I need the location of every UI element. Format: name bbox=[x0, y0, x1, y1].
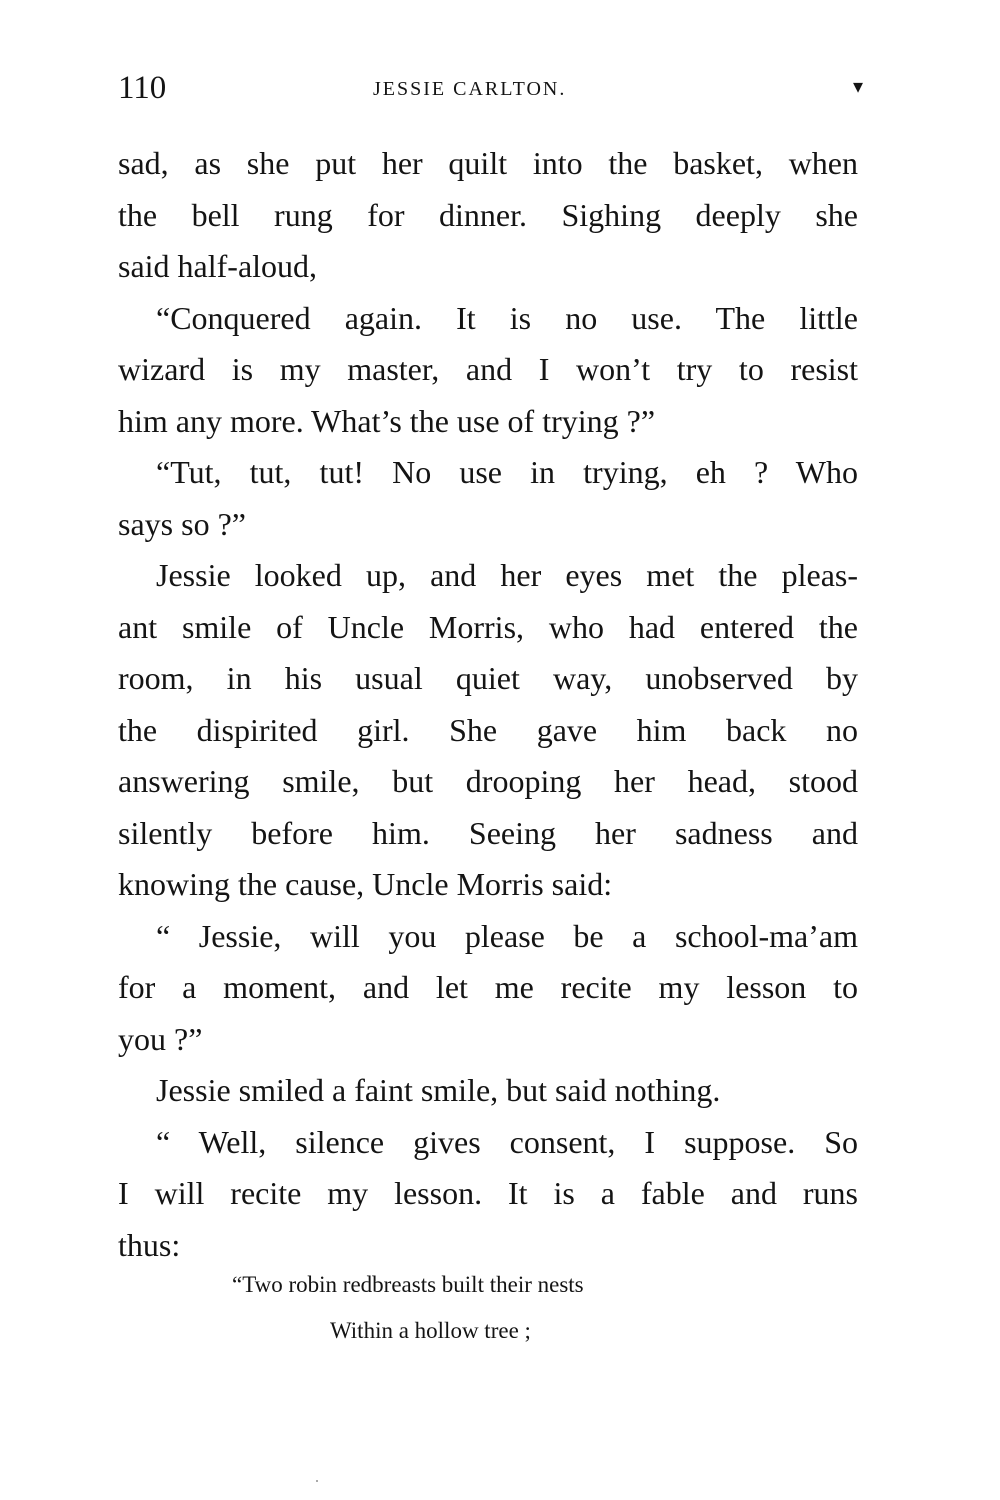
page-number: 110 bbox=[118, 70, 167, 106]
text-line: knowing the cause, Uncle Morris said: bbox=[118, 866, 613, 902]
text-line: thus: bbox=[118, 1226, 181, 1263]
text-line: “ Jessie, will you please be a school-ma’am bbox=[156, 917, 858, 954]
text-line: wizard is my master, and I won’t try to resist bbox=[118, 351, 858, 387]
text-line: the bell rung for dinner. Sighing deeply she bbox=[118, 196, 858, 233]
body-text bbox=[118, 138, 858, 1271]
text-line: “Tut, tut, tut! No use in trying, eh ? Who bbox=[156, 454, 858, 490]
text-line: you ?” bbox=[118, 1020, 203, 1057]
running-title: JESSIE CARLTON. bbox=[373, 78, 567, 100]
text-line: him any more. What’s the use of trying ?” bbox=[118, 402, 656, 439]
text-line: I will recite my lesson. It is a fable and runs bbox=[118, 1175, 858, 1211]
verse-block bbox=[0, 1262, 1000, 1354]
text-line: ant smile of Uncle Morris, who had entered the bbox=[118, 608, 858, 645]
text-line: silently before him. Seeing her sadness and bbox=[118, 814, 858, 851]
verse-line-2: Within a hollow tree ; bbox=[330, 1318, 531, 1343]
text-line: answering smile, but drooping her head, stood bbox=[118, 763, 858, 799]
text-line: the dispirited girl. She gave him back no bbox=[118, 711, 858, 748]
text-line: “Conquered again. It is no use. The little bbox=[156, 299, 858, 336]
text-line: says so ?” bbox=[118, 505, 246, 542]
text-line: Jessie looked up, and her eyes met the pleas- bbox=[156, 557, 858, 593]
ornament-mark: ▾ bbox=[852, 76, 863, 98]
text-line: “ Well, silence gives consent, I suppose. So bbox=[156, 1123, 858, 1160]
text-line: said half-aloud, bbox=[118, 248, 318, 284]
paper-speck bbox=[316, 1480, 318, 1482]
page-header bbox=[118, 68, 863, 108]
text-line: Jessie smiled a faint smile, but said nothing. bbox=[156, 1072, 721, 1108]
text-line: sad, as she put her quilt into the basket, when bbox=[118, 145, 858, 181]
text-line: room, in his usual quiet way, unobserved by bbox=[118, 660, 858, 696]
verse-line-1: “Two robin redbreasts built their nests bbox=[232, 1272, 584, 1297]
text-line: for a moment, and let me recite my lesson to bbox=[118, 969, 858, 1005]
